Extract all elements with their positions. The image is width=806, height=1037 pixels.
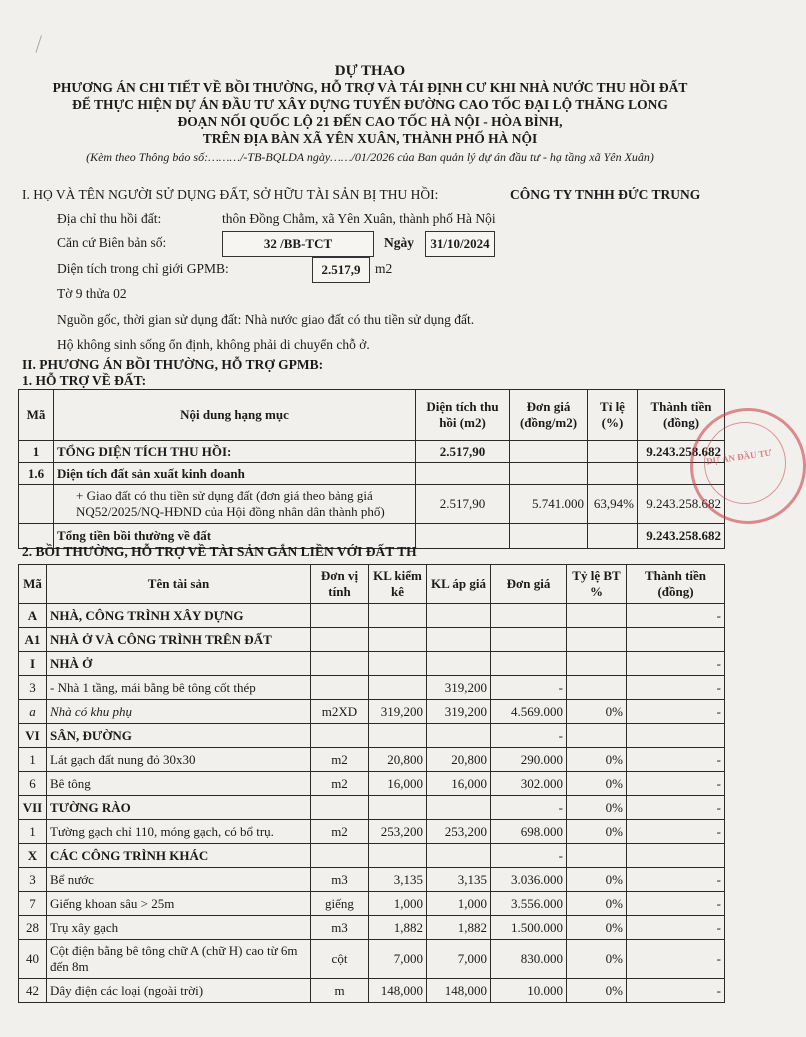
cell-unit [311,796,369,820]
table-row [19,676,725,700]
header-unit-price: Đơn giá [491,565,567,604]
cell-qty-priced: 319,200 [427,700,491,724]
cell-qty-inventory: 16,000 [369,772,427,796]
table-row [19,844,725,868]
cell-unit: m3 [311,916,369,940]
cell-qty-priced: 16,000 [427,772,491,796]
cell-total: - [627,652,725,676]
table-row [19,916,725,940]
cell-total: - [627,940,725,979]
cell-code: 40 [19,940,47,979]
cell-price: 1.500.000 [491,916,567,940]
cell-name: Tường gạch chỉ 110, móng gạch, có bổ trụ. [47,820,311,844]
cell-code: 3 [19,676,47,700]
cell-name: Diện tích đất sản xuất kinh doanh [54,463,416,485]
cell-qty-inventory [369,628,427,652]
cell-qty-inventory: 319,200 [369,700,427,724]
cell-price: - [491,844,567,868]
table-row [19,485,725,524]
table-row [19,892,725,916]
title-line-3: ĐOẠN NỐI QUỐC LỘ 21 ĐẾN CAO TỐC HÀ NỘI - HÒA BÌNH, [177,114,563,129]
cell-total: - [627,748,725,772]
title-line-4: TRÊN ĐỊA BÀN XÃ YÊN XUÂN, THÀNH PHỐ HÀ NỘI [202,131,538,146]
cell-rate: 0% [567,979,627,1003]
cell-name: SÂN, ĐƯỜNG [47,724,311,748]
cell-total: - [627,892,725,916]
cell-qty-inventory: 3,135 [369,868,427,892]
cell-code: VII [19,796,47,820]
header-qty-priced: KL áp giá [427,565,491,604]
cell-code: VI [19,724,47,748]
cell-name: Giếng khoan sâu > 25m [47,892,311,916]
cell-code: A [19,604,47,628]
cell-name: Trụ xây gạch [47,916,311,940]
cell-rate [567,724,627,748]
land-origin: Nguồn gốc, thời gian sử dụng đất: Nhà nước giao đất có thu tiền sử dụng đất. [57,312,475,327]
table-row [19,441,725,463]
cell-rate [567,652,627,676]
header-qty-inventory: KL kiểm kê [369,565,427,604]
table-row [19,724,725,748]
asset-section-heading: 2. BỒI THƯỜNG, HỖ TRỢ VỀ TÀI SẢN GẮN LIỀN VỚI ĐẤT TH [22,544,417,559]
table-row [19,604,725,628]
cell-unit: m2XD [311,700,369,724]
cell-total: - [627,916,725,940]
cell-rate [588,524,638,549]
cell-rate: 0% [567,916,627,940]
area-value: 2.517,9 [312,257,370,283]
cell-name: + Giao đất có thu tiền sử dụng đất (đơn giá theo bảng giá NQ52/2025/NQ-HĐND của Hội đồng nhân dân thành phố) [54,485,416,524]
land-table-header [19,390,725,441]
header-unit-price: Đơn giá (đồng/m2) [510,390,588,441]
record-number: 32 /BB-TCT [222,231,374,257]
cell-rate: 63,94% [588,485,638,524]
cell-total: - [627,604,725,628]
cell-rate [588,441,638,463]
cell-rate [567,844,627,868]
parcel-info: Tờ 9 thửa 02 [57,286,127,301]
table-row [19,868,725,892]
cell-qty-priced: 148,000 [427,979,491,1003]
cell-total: - [627,979,725,1003]
cell-unit [311,604,369,628]
draft-label: DỰ THAO [334,63,406,79]
header-rate: Tỉ lệ (%) [588,390,638,441]
cell-area: 2.517,90 [416,441,510,463]
land-support-heading: 1. HỖ TRỢ VỀ ĐẤT: [22,373,147,388]
cell-rate: 0% [567,892,627,916]
cell-qty-inventory [369,676,427,700]
cell-code [19,485,54,524]
address-value: thôn Đồng Chằm, xã Yên Xuân, thành phố Hà Nội [222,211,496,226]
header-item: Nội dung hạng mục [54,390,416,441]
cell-name: TỔNG DIỆN TÍCH THU HỒI: [54,441,416,463]
cell-unit: m3 [311,868,369,892]
cell-price: 3.036.000 [491,868,567,892]
cell-price: 302.000 [491,772,567,796]
cell-code: 1 [19,748,47,772]
cell-code: 6 [19,772,47,796]
cell-code: 1.6 [19,463,54,485]
header-rate: Tỷ lệ BT % [567,565,627,604]
table-row [19,652,725,676]
table-row [19,628,725,652]
owner-name: CÔNG TY TNHH ĐỨC TRUNG [510,187,701,202]
cell-qty-priced [427,844,491,868]
cell-code: 3 [19,868,47,892]
cell-area [416,463,510,485]
cell-unit: giếng [311,892,369,916]
cell-price [491,628,567,652]
cell-total: - [627,676,725,700]
cell-qty-inventory [369,604,427,628]
cell-price [491,652,567,676]
stamp-text: DỰ ÁN ĐẦU TƯ [705,447,773,467]
title-line-2: ĐỂ THỰC HIỆN DỰ ÁN ĐẦU TƯ XÂY DỰNG TUYẾN ĐƯỜNG CAO TỐC ĐẠI LỘ THĂNG LONG [72,97,668,112]
cell-price: 698.000 [491,820,567,844]
date-label: Ngày [384,235,414,250]
cell-total [627,724,725,748]
cell-name: NHÀ Ở VÀ CÔNG TRÌNH TRÊN ĐẤT [47,628,311,652]
cell-price [510,441,588,463]
cell-qty-priced: 1,882 [427,916,491,940]
cell-name: Dây điện các loại (ngoài trời) [47,979,311,1003]
cell-price: - [491,676,567,700]
cell-name: Tổng tiền bồi thường về đất [54,524,416,549]
cell-rate: 0% [567,868,627,892]
cell-qty-priced [427,652,491,676]
cell-unit: m2 [311,748,369,772]
cell-total [627,844,725,868]
cell-code: 28 [19,916,47,940]
cell-qty-inventory: 148,000 [369,979,427,1003]
header-total: Thành tiền (đồng) [638,390,725,441]
cell-unit [311,844,369,868]
table-row [19,979,725,1003]
cell-price: 3.556.000 [491,892,567,916]
asset-table-header [19,565,725,604]
table-row [19,463,725,485]
cell-qty-priced [427,724,491,748]
table-row [19,772,725,796]
cell-name: Nhà có khu phụ [47,700,311,724]
cell-rate [567,628,627,652]
header-area: Diện tích thu hồi (m2) [416,390,510,441]
cell-qty-priced: 7,000 [427,940,491,979]
cell-name: Bể nước [47,868,311,892]
cell-rate: 0% [567,796,627,820]
cell-qty-inventory [369,652,427,676]
cell-unit: m [311,979,369,1003]
land-compensation-table [18,389,725,549]
cell-qty-inventory: 1,000 [369,892,427,916]
header-total: Thành tiền (đồng) [627,565,725,604]
subtitle: (Kèm theo Thông báo số:………/-TB-BQLDA ngày……/01/2026 của Ban quản lý dự án đầu tư - hạ tầng xã Yên Xuân) [86,150,654,164]
cell-qty-priced: 1,000 [427,892,491,916]
cell-unit [311,628,369,652]
cell-price: 290.000 [491,748,567,772]
cell-rate: 0% [567,748,627,772]
cell-name: - Nhà 1 tầng, mái bằng bê tông cốt thép [47,676,311,700]
cell-qty-priced [427,604,491,628]
cell-price [510,524,588,549]
cell-code: a [19,700,47,724]
cell-unit: cột [311,940,369,979]
cell-price: 4.569.000 [491,700,567,724]
cell-unit [311,724,369,748]
cell-code: 1 [19,441,54,463]
header-code: Mã [19,390,54,441]
table-row [19,796,725,820]
cell-code: I [19,652,47,676]
address-label: Địa chỉ thu hồi đất: [57,211,162,226]
pen-mark [35,35,47,54]
table-row [19,700,725,724]
cell-qty-priced: 319,200 [427,676,491,700]
cell-total: 9.243.258.682 [638,485,725,524]
cell-name: Cột điện bằng bê tông chữ A (chữ H) cao từ 6m đến 8m [47,940,311,979]
cell-total [627,628,725,652]
cell-unit [311,652,369,676]
cell-name: Lát gạch đất nung đỏ 30x30 [47,748,311,772]
cell-name: NHÀ Ở [47,652,311,676]
cell-rate: 0% [567,940,627,979]
header-asset-name: Tên tài sản [47,565,311,604]
cell-total: - [627,868,725,892]
cell-code: 1 [19,820,47,844]
cell-rate [588,463,638,485]
cell-qty-inventory [369,724,427,748]
title-line-1: PHƯƠNG ÁN CHI TIẾT VỀ BỒI THƯỜNG, HỖ TRỢ VÀ TÁI ĐỊNH CƯ KHI NHÀ NƯỚC THU HỒI ĐẤT [52,80,688,95]
cell-total: - [627,772,725,796]
header-code: Mã [19,565,47,604]
cell-qty-priced [427,796,491,820]
cell-unit [311,676,369,700]
table-row [19,748,725,772]
area-unit: m2 [375,261,393,276]
cell-rate [567,604,627,628]
cell-name: Bê tông [47,772,311,796]
record-label: Căn cứ Biên bản số: [57,235,167,250]
cell-qty-priced: 20,800 [427,748,491,772]
cell-rate: 0% [567,700,627,724]
cell-rate: 0% [567,772,627,796]
cell-total: - [627,820,725,844]
table-row [19,940,725,979]
cell-total: - [627,700,725,724]
cell-price: 10.000 [491,979,567,1003]
cell-code: 7 [19,892,47,916]
cell-qty-inventory [369,844,427,868]
cell-code: 42 [19,979,47,1003]
cell-price [510,463,588,485]
record-date: 31/10/2024 [425,231,495,257]
cell-qty-inventory: 7,000 [369,940,427,979]
cell-name: NHÀ, CÔNG TRÌNH XÂY DỰNG [47,604,311,628]
cell-price: 830.000 [491,940,567,979]
cell-name: CÁC CÔNG TRÌNH KHÁC [47,844,311,868]
cell-rate: 0% [567,820,627,844]
cell-name: TƯỜNG RÀO [47,796,311,820]
section-1-heading: I. HỌ VÀ TÊN NGƯỜI SỬ DỤNG ĐẤT, SỞ HỮU TÀI SẢN BỊ THU HỒI: [22,187,439,202]
cell-price: - [491,796,567,820]
cell-unit: m2 [311,772,369,796]
cell-price: - [491,724,567,748]
cell-rate [567,676,627,700]
cell-qty-priced: 3,135 [427,868,491,892]
cell-qty-priced: 253,200 [427,820,491,844]
cell-price [491,604,567,628]
cell-qty-inventory: 253,200 [369,820,427,844]
cell-area [416,524,510,549]
cell-price: 5.741.000 [510,485,588,524]
residence-status: Hộ không sinh sống ổn định, không phải di chuyển chỗ ở. [57,337,370,352]
section-2-heading: II. PHƯƠNG ÁN BỒI THƯỜNG, HỖ TRỢ GPMB: [22,357,324,372]
header-unit: Đơn vị tính [311,565,369,604]
cell-total: 9.243.258.682 [638,524,725,549]
asset-table-body [19,604,725,1003]
cell-code: A1 [19,628,47,652]
cell-qty-inventory: 20,800 [369,748,427,772]
cell-qty-inventory [369,796,427,820]
asset-compensation-table [18,564,725,1003]
cell-code: X [19,844,47,868]
cell-qty-priced [427,628,491,652]
area-label: Diện tích trong chỉ giới GPMB: [57,261,229,276]
table-row [19,820,725,844]
cell-unit: m2 [311,820,369,844]
cell-qty-inventory: 1,882 [369,916,427,940]
cell-total: 9.243.258.682 [638,441,725,463]
cell-area: 2.517,90 [416,485,510,524]
cell-total: - [627,796,725,820]
